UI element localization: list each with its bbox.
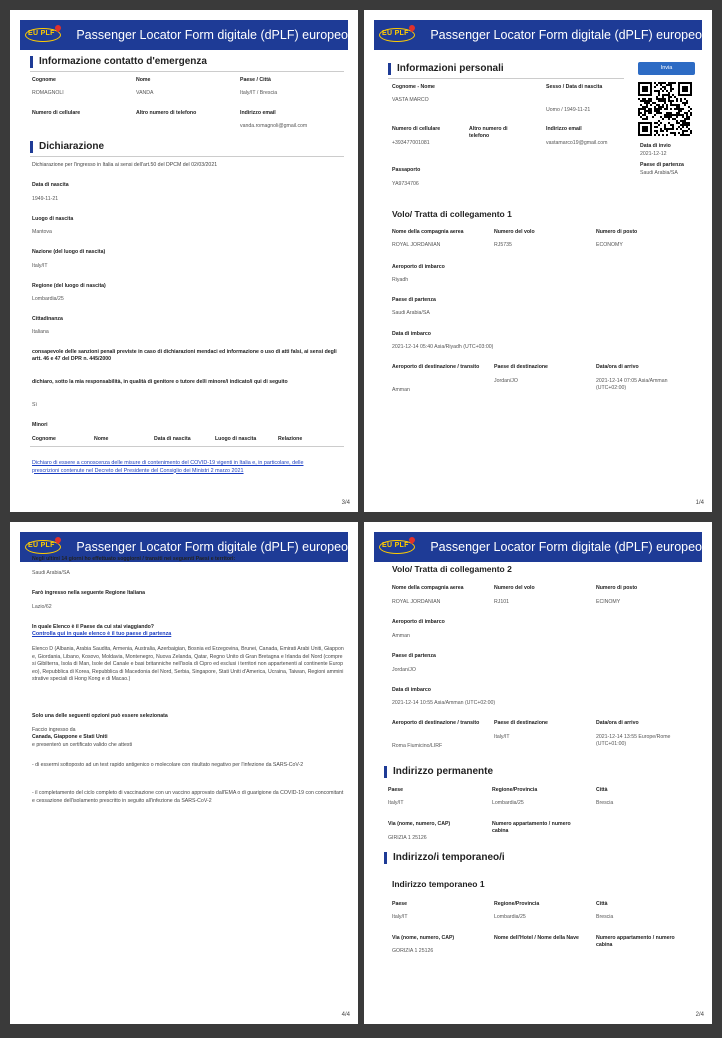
label-volo: Numero del volo [494,229,535,235]
section-title-dichiarazione: Dichiarazione [30,141,104,153]
section-title-flight-1: Volo/ Tratta di collegamento 1 [392,209,512,219]
value-via: GIRIZIA 1 25126 [388,835,427,841]
section-title-permanent: Indirizzo permanente [384,766,493,778]
label-regione: Regione/Provincia [492,787,538,793]
header-title: Passenger Locator Form digitale (dPLF) europeo [76,540,348,554]
label-volo: Numero del volo [494,585,535,591]
eu-plf-logo: EU PLF [24,25,60,45]
label-hotel: Nome dell'Hotel / Nome della Nave [494,935,579,941]
label-appartamento: Numero appartamento / numero cabina [492,821,571,834]
value-regione: Lombardia/25 [492,800,524,806]
label-dichiaro: dichiaro, sotto la mia responsabilità, in qualità di genitore o tutore del/i minore/i indicato/i qui di seguito [32,379,288,385]
value-email: vanda.romagnoli@gmail.com [240,123,308,129]
value-aeroporto-imbarco: Riyadh [392,277,409,283]
value-paese-destinazione: Jordan/JO [494,378,518,384]
page-number: 1/4 [695,500,704,506]
value-cognome: ROMAGNOLI [32,90,64,96]
label-altro-telefono: Altro numero di telefono [469,126,508,139]
value-volo: RJ5735 [494,242,512,248]
label-regione: Regione (del luogo di nascita) [32,283,106,289]
value-paese: Italy/IT [388,800,404,806]
header-title: Passenger Locator Form digitale (dPLF) europeo [430,28,702,42]
elenco-check-link[interactable]: Controlla qui in quale elenco è il tuo paese di partenza [32,631,172,637]
minori-col-relazione: Relazione [278,436,303,442]
value-paese-destinazione: Italy/IT [494,734,510,740]
label-paese-destinazione: Paese di destinazione [494,720,548,726]
value-data-invio: 2021-12-12 [640,151,667,157]
document-page-2 [364,522,712,1024]
page-header [374,532,702,562]
label-via: Via (nome, numero, CAP) [392,935,455,941]
label-regione: Regione/Provincia [494,901,540,907]
value-aeroporto-destinazione: Amman [392,387,410,393]
value-volo: RJ101 [494,599,509,605]
label-aeroporto-imbarco: Aeroporto di imbarco [392,619,445,625]
value-data-nascita: 1949-11-21 [32,196,59,202]
label-paese: Paese [388,787,404,793]
label-email: Indirizzo email [240,110,276,116]
label-aeroporto-destinazione: Aeroporto di destinazione / transito [392,720,480,726]
elenco-text: Elenco D (Albania, Arabia Saudita, Armenia, Australia, Azerbaigian, Bosnia ed Erzegovina, Brunei, Canada, Emirati Arabi Uniti, Giappone, Giordania, Libano, Kosovo, Moldavia, Montenegro, Nuova Zelanda, Qatar, Regno Unito di Gran Bretagna e Irlanda del Nord (compresi Gibilterra, Isola di Man, Isole del Canale e basi britanniche nell'isola di Cipro ed esclusi i territori non appartenenti al continente Europeo), Repubblica di Korea, Repubblica di Macedonia del Nord, Serbia, Singapore, Stati Uniti d'America, Ucraina, Taiwan, Regioni amministrative speciali di Hong Kong e di Macao.) [32,646,344,683]
value-email: vastamarco19@gmail.com [546,140,608,146]
value-data-imbarco: 2021-12-14 05:40 Asia/Riyadh (UTC+03:00) [392,344,494,350]
value-arrivo: 2021-12-14 13:55 Europe/Rome (UTC+01:00) [596,734,671,747]
label-cognome: Cognome [32,77,56,83]
divider [388,78,624,79]
opzione-paesi: Canada, Giappone e Stati Uniti [32,734,108,740]
opzione-vaccino: - il completamento del ciclo completo di vaccinazione con un vaccino approvato dall'EMA o di guarigione da COVID-19 con concomitante cessazione dell'isolamento prescritto in seguito all'infezione da SARS-CoV-2 [32,790,344,804]
label-arrivo: Data/ora di arrivo [596,720,639,726]
page-number: 3/4 [341,500,350,506]
document-page-3 [10,10,358,512]
label-paese-partenza: Paese di partenza [392,297,436,303]
label-luogo-nascita: Luogo di nascita [32,216,74,222]
label-cittadinanza: Cittadinanza [32,316,63,322]
value-citta: Brescia [596,914,614,920]
label-paese: Paese [392,901,408,907]
page-number: 4/4 [341,1012,350,1018]
invia-button[interactable]: Invia [638,62,695,75]
page-header [374,20,702,50]
opzione-test: - di essermi sottoposto ad un test rapido antigenico o molecolare con risultato negativo per l'infezione da SARS-CoV-2 [32,762,304,768]
section-title-personal: Informazioni personali [388,63,504,75]
label-ultimi-14-giorni: Negli ultimi 14 giorni ho effettuato soggiorni / transiti nei seguenti Paesi e territori: [32,556,236,562]
label-compagnia: Nome della compagnia aerea [392,229,464,235]
value-data-imbarco: 2021-12-14 10:55 Asia/Amman (UTC+02:00) [392,700,496,706]
value-regione: Lombardia/25 [32,296,64,302]
value-regione: Lombardia/25 [494,914,526,920]
value-cittadinanza: Italiana [32,329,49,335]
label-data-invio: Data di invio [640,143,671,149]
label-altro-telefono: Altro numero di telefono [136,110,197,116]
subsection-temporary-1: Indirizzo temporaneo 1 [392,879,485,889]
minori-col-cognome: Cognome [32,436,56,442]
value-aeroporto-destinazione: Roma Fiumicino/LIRF [392,743,443,749]
label-data-imbarco: Data di imbarco [392,331,431,337]
value-nome: VANDA [136,90,154,96]
label-regione-ingresso: Farò ingresso nella seguente Regione Italiana [32,590,146,596]
label-arrivo: Data/ora di arrivo [596,364,639,370]
label-aeroporto-destinazione: Aeroporto di destinazione / transito [392,364,480,370]
value-ultimi-14-giorni: Saudi Arabia/SA [32,570,70,576]
qr-code-icon [638,82,692,136]
section-title-flight-2: Volo/ Tratta di collegamento 2 [392,564,512,574]
value-via: GORIZIA 1 25126 [392,948,434,954]
value-aeroporto-imbarco: Amman [392,633,410,639]
label-consapevole: consapevole delle sanzioni penali previste in caso di dichiarazioni mendaci ed informazione o uso di atti falsi, ai sensi degli artt. 46 e 47 del DPR n. 445/2000 [32,349,337,362]
label-compagnia: Nome della compagnia aerea [392,585,464,591]
value-posto: ECONOMY [596,242,623,248]
value-sesso: Uomo / 1949-11-21 [546,107,591,113]
label-opzioni: Solo una delle seguenti opzioni può essere selezionata [32,713,168,719]
value-paese: Italy/IT [392,914,408,920]
label-cellulare: Numero di cellulare [392,126,441,132]
minori-col-nome: Nome [94,436,109,442]
value-paese-partenza: Jordan/JO [392,667,416,673]
document-page-1 [364,10,712,512]
label-via: Via (nome, numero, CAP) [388,821,451,827]
page-header [20,20,348,50]
label-posto: Numero di posto [596,229,638,235]
eu-plf-logo: EU PLF [378,537,414,557]
label-paese: Paese / Città [240,77,271,83]
page-number: 2/4 [695,1012,704,1018]
value-citta: Brescia [596,800,614,806]
divider [30,71,344,72]
section-title-temporary: Indirizzo/i temporaneo/i [384,852,505,864]
value-paese-partenza: Saudi Arabia/SA [392,310,430,316]
label-appartamento: Numero appartamento / numero cabina [596,935,675,948]
label-nome: Nome [136,77,151,83]
opzione-intro: Faccio ingresso da [32,727,76,733]
value-luogo-nascita: Mantova [32,229,52,235]
label-paese-partenza: Paese di partenza [640,162,684,168]
value-dichiaro: Sì [32,402,37,408]
label-aeroporto-imbarco: Aeroporto di imbarco [392,264,445,270]
label-data-imbarco: Data di imbarco [392,687,431,693]
label-cognome-nome: Cognome - Nome [392,84,435,90]
value-compagnia: ROYAL JORDANIAN [392,599,441,605]
section-title-emergency: Informazione contatto d'emergenza [30,56,207,68]
divider [30,156,344,157]
label-minori: Minori [32,422,48,428]
value-compagnia: ROYAL JORDANIAN [392,242,441,248]
value-cellulare: +393477001081 [392,140,430,146]
value-posto: ECINOMY [596,599,621,605]
dichiarazione-intro: Dichiarazione per l'ingresso in Italia ai sensi dell'art.50 del DPCM del 02/03/2021 [32,162,218,168]
minori-col-luogo: Luogo di nascita [215,436,257,442]
covid-measures-link[interactable]: Dichiaro di essere a conoscenza delle misure di contenimento del COVID-19 vigenti in Italia e, in particolare, delle prescrizioni contenute nel Decreto del Presidente del Consiglio dei Ministri 2 marzo 2021 [32,460,304,474]
label-passaporto: Passaporto [392,167,421,173]
value-cognome-nome: VASTA MARCO [392,97,429,103]
opzione-certificato: e presenterò un certificato valido che attesti [32,742,133,748]
label-data-nascita: Data di nascita [32,182,69,188]
label-paese-partenza: Paese di partenza [392,653,436,659]
label-cellulare: Numero di cellulare [32,110,81,116]
document-page-4 [10,522,358,1024]
label-paese-destinazione: Paese di destinazione [494,364,548,370]
value-nazione: Italy/IT [32,263,48,269]
label-email: Indirizzo email [546,126,582,132]
eu-plf-logo: EU PLF [24,537,60,557]
eu-plf-logo: EU PLF [378,25,414,45]
minori-col-data: Data di nascita [154,436,191,442]
label-citta: Città [596,901,608,907]
header-title: Passenger Locator Form digitale (dPLF) europeo [76,28,348,42]
value-paese-partenza: Saudi Arabia/SA [640,170,678,176]
label-elenco: In quale Elenco è il Paese da cui stai viaggiando? [32,624,154,630]
value-paese: Italy/IT / Brescia [240,90,278,96]
header-title: Passenger Locator Form digitale (dPLF) europeo [430,540,702,554]
value-regione-ingresso: Lazio/62 [32,604,52,610]
label-sesso: Sesso / Data di nascita [546,84,603,90]
value-arrivo: 2021-12-14 07:05 Asia/Amman (UTC+02:00) [596,378,668,391]
divider [30,446,344,447]
value-passaporto: YA9734706 [392,181,419,187]
label-nazione: Nazione (del luogo di nascita) [32,249,106,255]
label-posto: Numero di posto [596,585,638,591]
label-citta: Città [596,787,608,793]
